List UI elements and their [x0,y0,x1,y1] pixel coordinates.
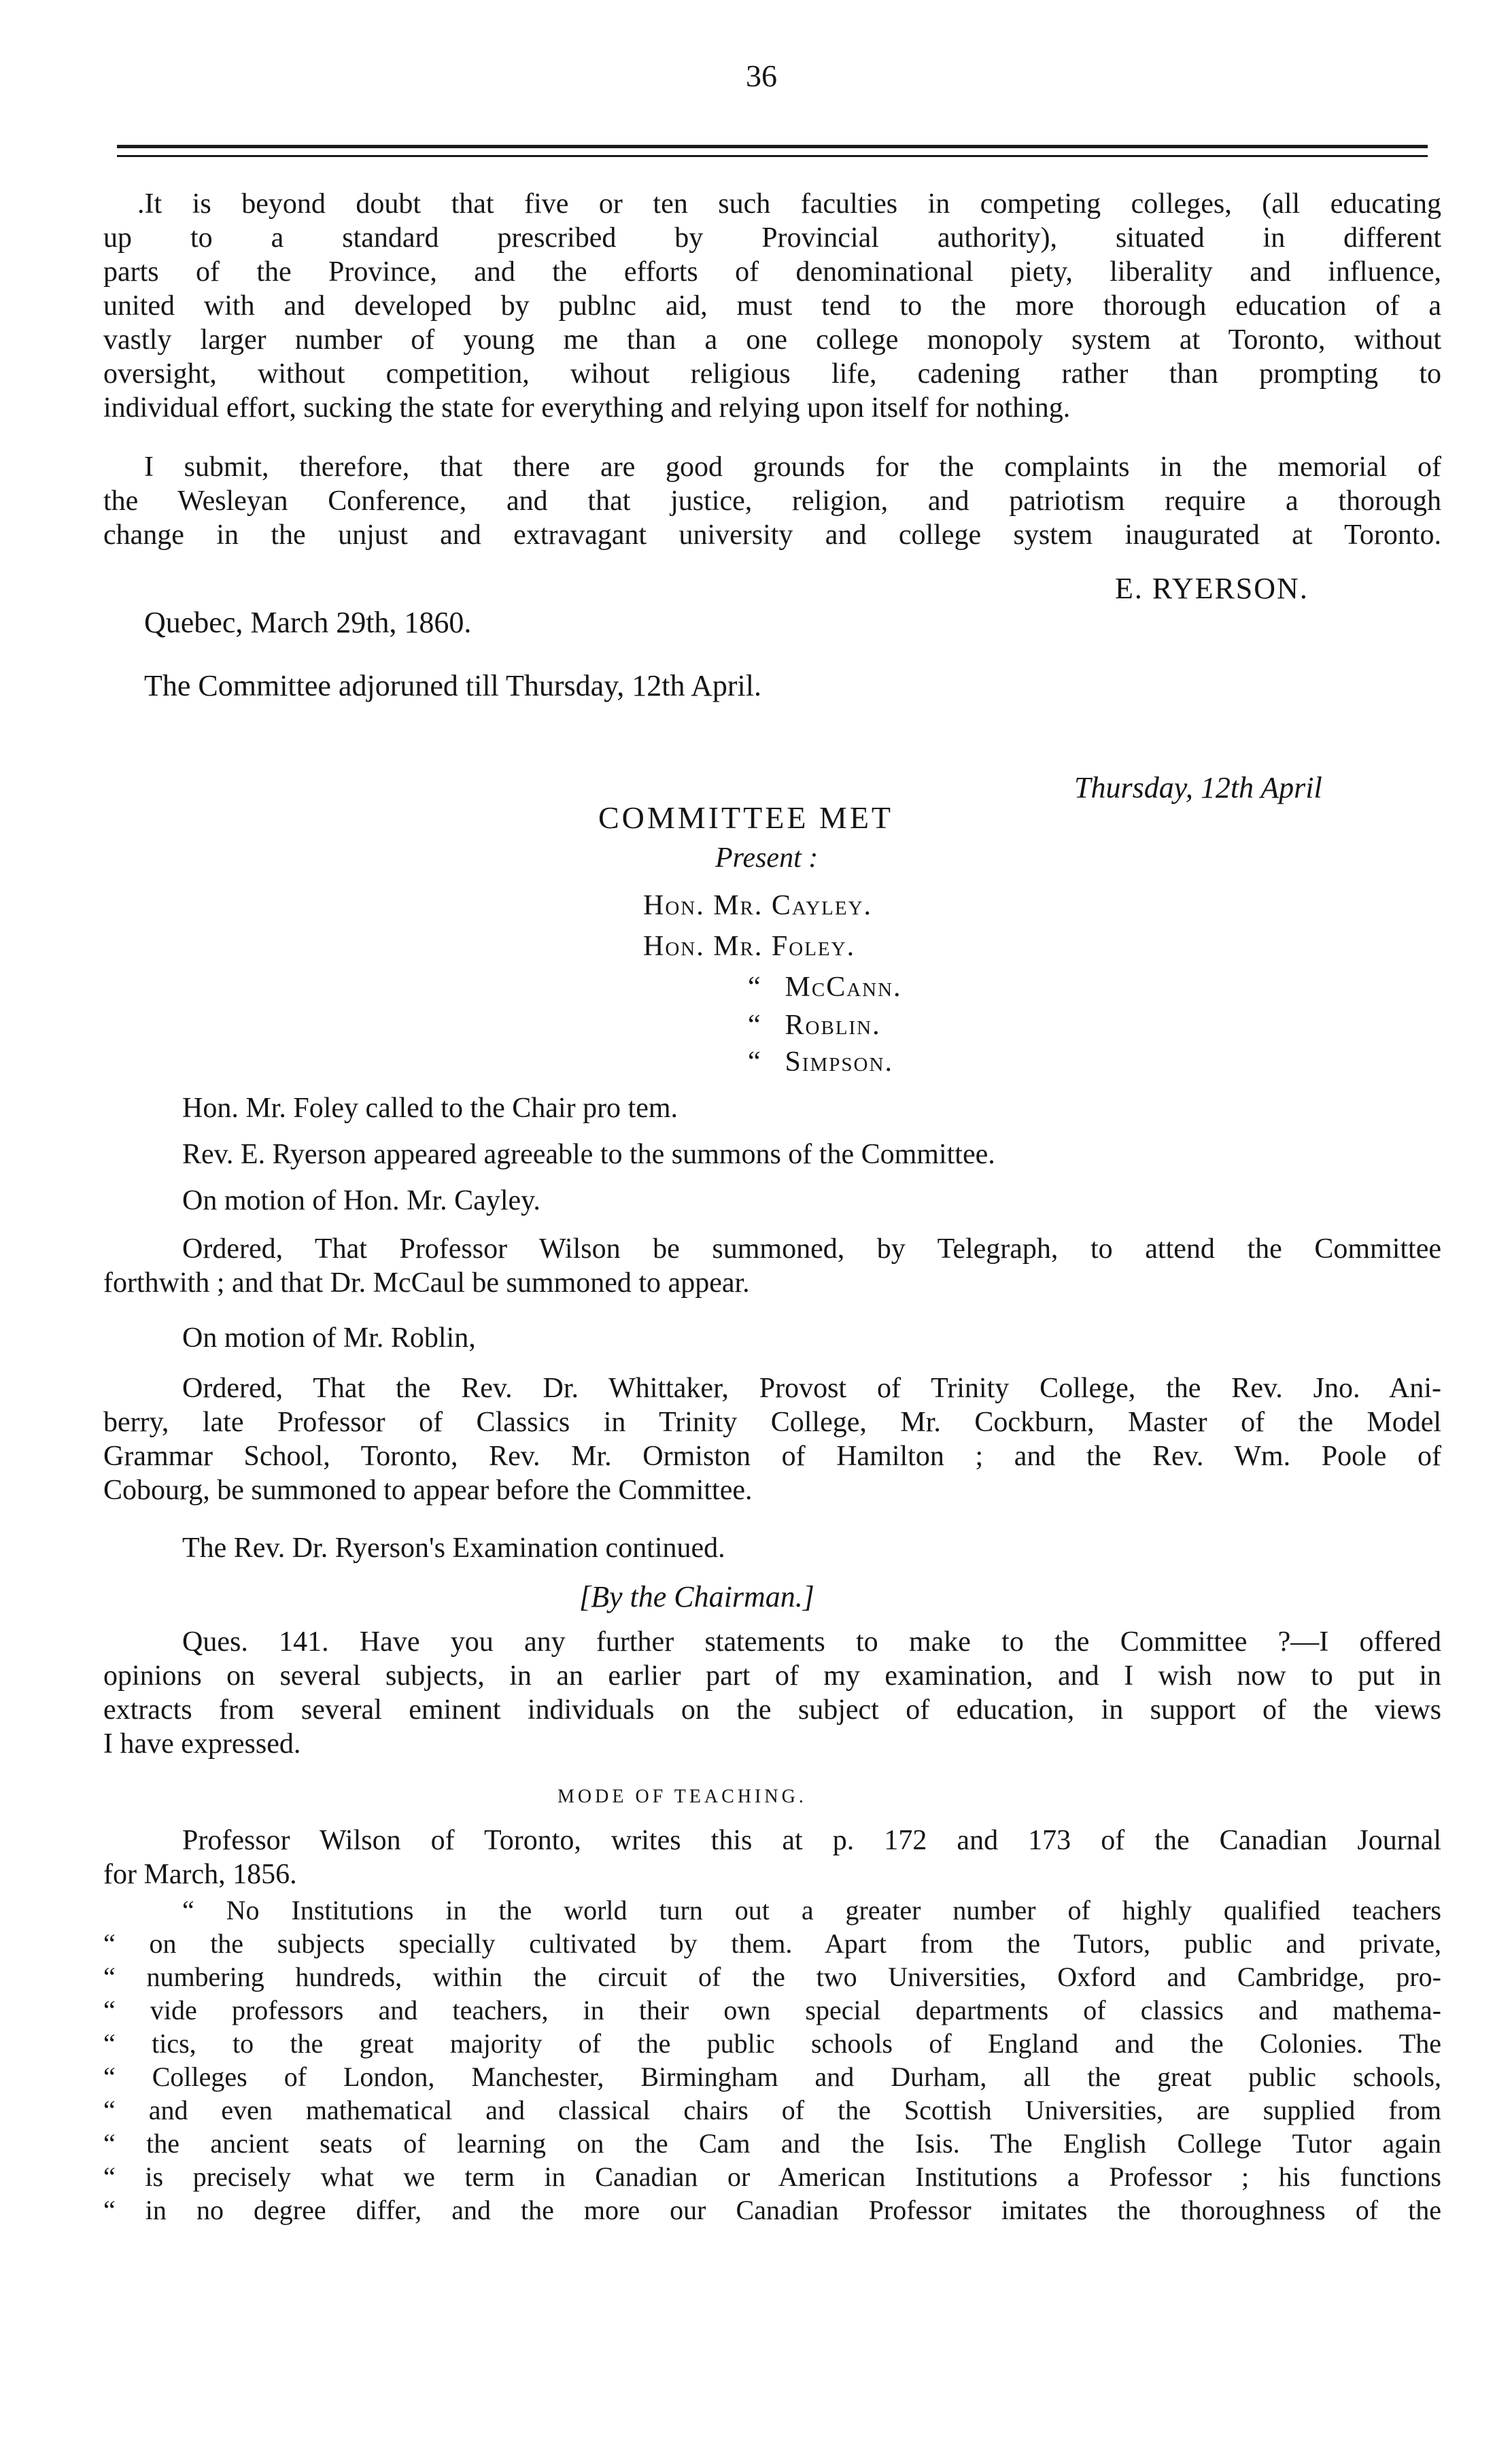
quote-line: “ in no degree differ, and the more our Canadian Professor imitates the thoroughness of the [103,2195,1441,2225]
opening-paragraph [103,187,1441,425]
text-line: .It is beyond doubt that five or ten such faculties in competing colleges, (all educating [137,188,1441,220]
text-line: Ordered, That Professor Wilson be summoned, by Telegraph, to attend the Committee [182,1233,1441,1265]
member-simpson [748,1046,893,1078]
meeting-date: Thursday, 12th April [1074,771,1322,804]
ditto-mark: “ [748,1010,762,1041]
appeared-line: Rev. E. Ryerson appeared agreeable to the summons of the Committee. [182,1139,995,1170]
member-roblin [748,1009,881,1042]
quote-line: “ tics, to the great majority of the public schools of England and the Colonies. The [103,2028,1441,2059]
ditto-mark: “ [748,972,762,1003]
text-line: Professor Wilson of Toronto, writes this at p. 172 and 173 of the Canadian Journal [182,1825,1441,1856]
member-name: Cayley. [771,890,873,921]
question-141 [103,1625,1441,1761]
ditto-mark: “ [748,1046,762,1078]
text-line: oversight, without competition, wihout religious life, cadening rather than prompting to [103,358,1441,390]
page-number: 36 [746,58,777,93]
text-line: up to a standard prescribed by Provincial authority), situated in different [103,222,1441,254]
quote-line: “ is precisely what we term in Canadian or American Institutions a Professor ; his functions [103,2161,1441,2192]
ordered-summons [103,1371,1441,1507]
quote-line: “ numbering hundreds, within the circuit of the two Universities, Oxford and Cambridge, pro- [103,1962,1441,1992]
text-line: united with and developed by publnc aid, must tend to the more thorough education of a [103,290,1441,322]
text-line: forthwith ; and that Dr. McCaul be summoned to appear. [103,1267,750,1299]
present-label: Present : [715,842,819,874]
header-rule-thick [117,145,1428,148]
text-line: change in the unjust and extravagant university and college system inaugurated at Toronto. [103,519,1441,551]
member-name: Roblin. [785,1010,881,1041]
text-line: Ques. 141. Have you any further statements to make to the Committee ?—I offered [182,1626,1441,1658]
text-line: the Wesleyan Conference, and that justice, religion, and patriotism require a thorough [103,485,1441,517]
member-name: Foley. [771,931,856,962]
quote-line: “ vide professors and teachers, in their own special departments of classics and mathema- [103,1995,1441,2025]
member-name: Simpson. [785,1046,893,1078]
meeting-heading: COMMITTEE MET [598,800,894,835]
quote-line: “ on the subjects specially cultivated by them. Apart from the Tutors, public and private, [103,1928,1441,1959]
wilson-intro [103,1823,1441,1891]
signature: E. RYERSON. [1115,572,1309,605]
text-line: for March, 1856. [103,1859,297,1890]
by-chairman: [By the Chairman.] [579,1580,814,1613]
quote-line: “ the ancient seats of learning on the Cam and the Isis. The English College Tutor again [103,2128,1441,2159]
text-line: berry, late Professor of Classics in Trinity College, Mr. Cockburn, Master of the Model [103,1407,1441,1438]
section-heading: MODE OF TEACHING. [557,1786,807,1807]
text-line: parts of the Province, and the efforts of denominational piety, liberality and influence, [103,256,1441,288]
adjournment-note: The Committee adjoruned till Thursday, 12th April. [144,669,761,702]
dateline: Quebec, March 29th, 1860. [144,606,472,639]
ordered-wilson [103,1232,1441,1300]
member-mccann [748,971,902,1004]
text-line: Ordered, That the Rev. Dr. Whittaker, Provost of Trinity College, the Rev. Jno. Ani- [182,1373,1441,1404]
header-rule-thin [117,155,1428,157]
examination-continued: The Rev. Dr. Ryerson's Examination continued. [182,1532,725,1564]
text-line: Grammar School, Toronto, Rev. Mr. Ormiston of Hamilton ; and the Rev. Wm. Poole of [103,1441,1441,1472]
member-foley [643,930,855,963]
text-line: individual effort, sucking the state for everything and relying upon itself for nothing. [103,392,1071,424]
member-cayley [643,889,872,922]
text-line: Cobourg, be summoned to appear before the Committee. [103,1475,753,1506]
member-prefix: Hon. Mr. [643,931,763,962]
text-line: vastly larger number of young me than a one college monopoly system at Toronto, without [103,324,1441,356]
text-line: I have expressed. [103,1728,301,1760]
member-name: McCann. [785,972,902,1003]
motion-cayley: On motion of Hon. Mr. Cayley. [182,1185,540,1216]
text-line: extracts from several eminent individuals on the subject of education, in support of the views [103,1694,1441,1726]
member-prefix: Hon. Mr. [643,890,763,921]
quote-line: “ and even mathematical and classical chairs of the Scottish Universities, are supplied from [103,2095,1441,2125]
chair-line: Hon. Mr. Foley called to the Chair pro tem. [182,1093,678,1124]
text-line: opinions on several subjects, in an earlier part of my examination, and I wish now to put in [103,1660,1441,1692]
motion-roblin: On motion of Mr. Roblin, [182,1322,476,1354]
submit-paragraph [103,450,1441,552]
text-line: I submit, therefore, that there are good grounds for the complaints in the memorial of [144,451,1441,483]
wilson-quotation [103,1894,1441,2227]
quote-line: “ No Institutions in the world turn out a greater number of highly qualified teachers [182,1895,1441,1925]
quote-line: “ Colleges of London, Manchester, Birmingham and Durham, all the great public schools, [103,2061,1441,2092]
